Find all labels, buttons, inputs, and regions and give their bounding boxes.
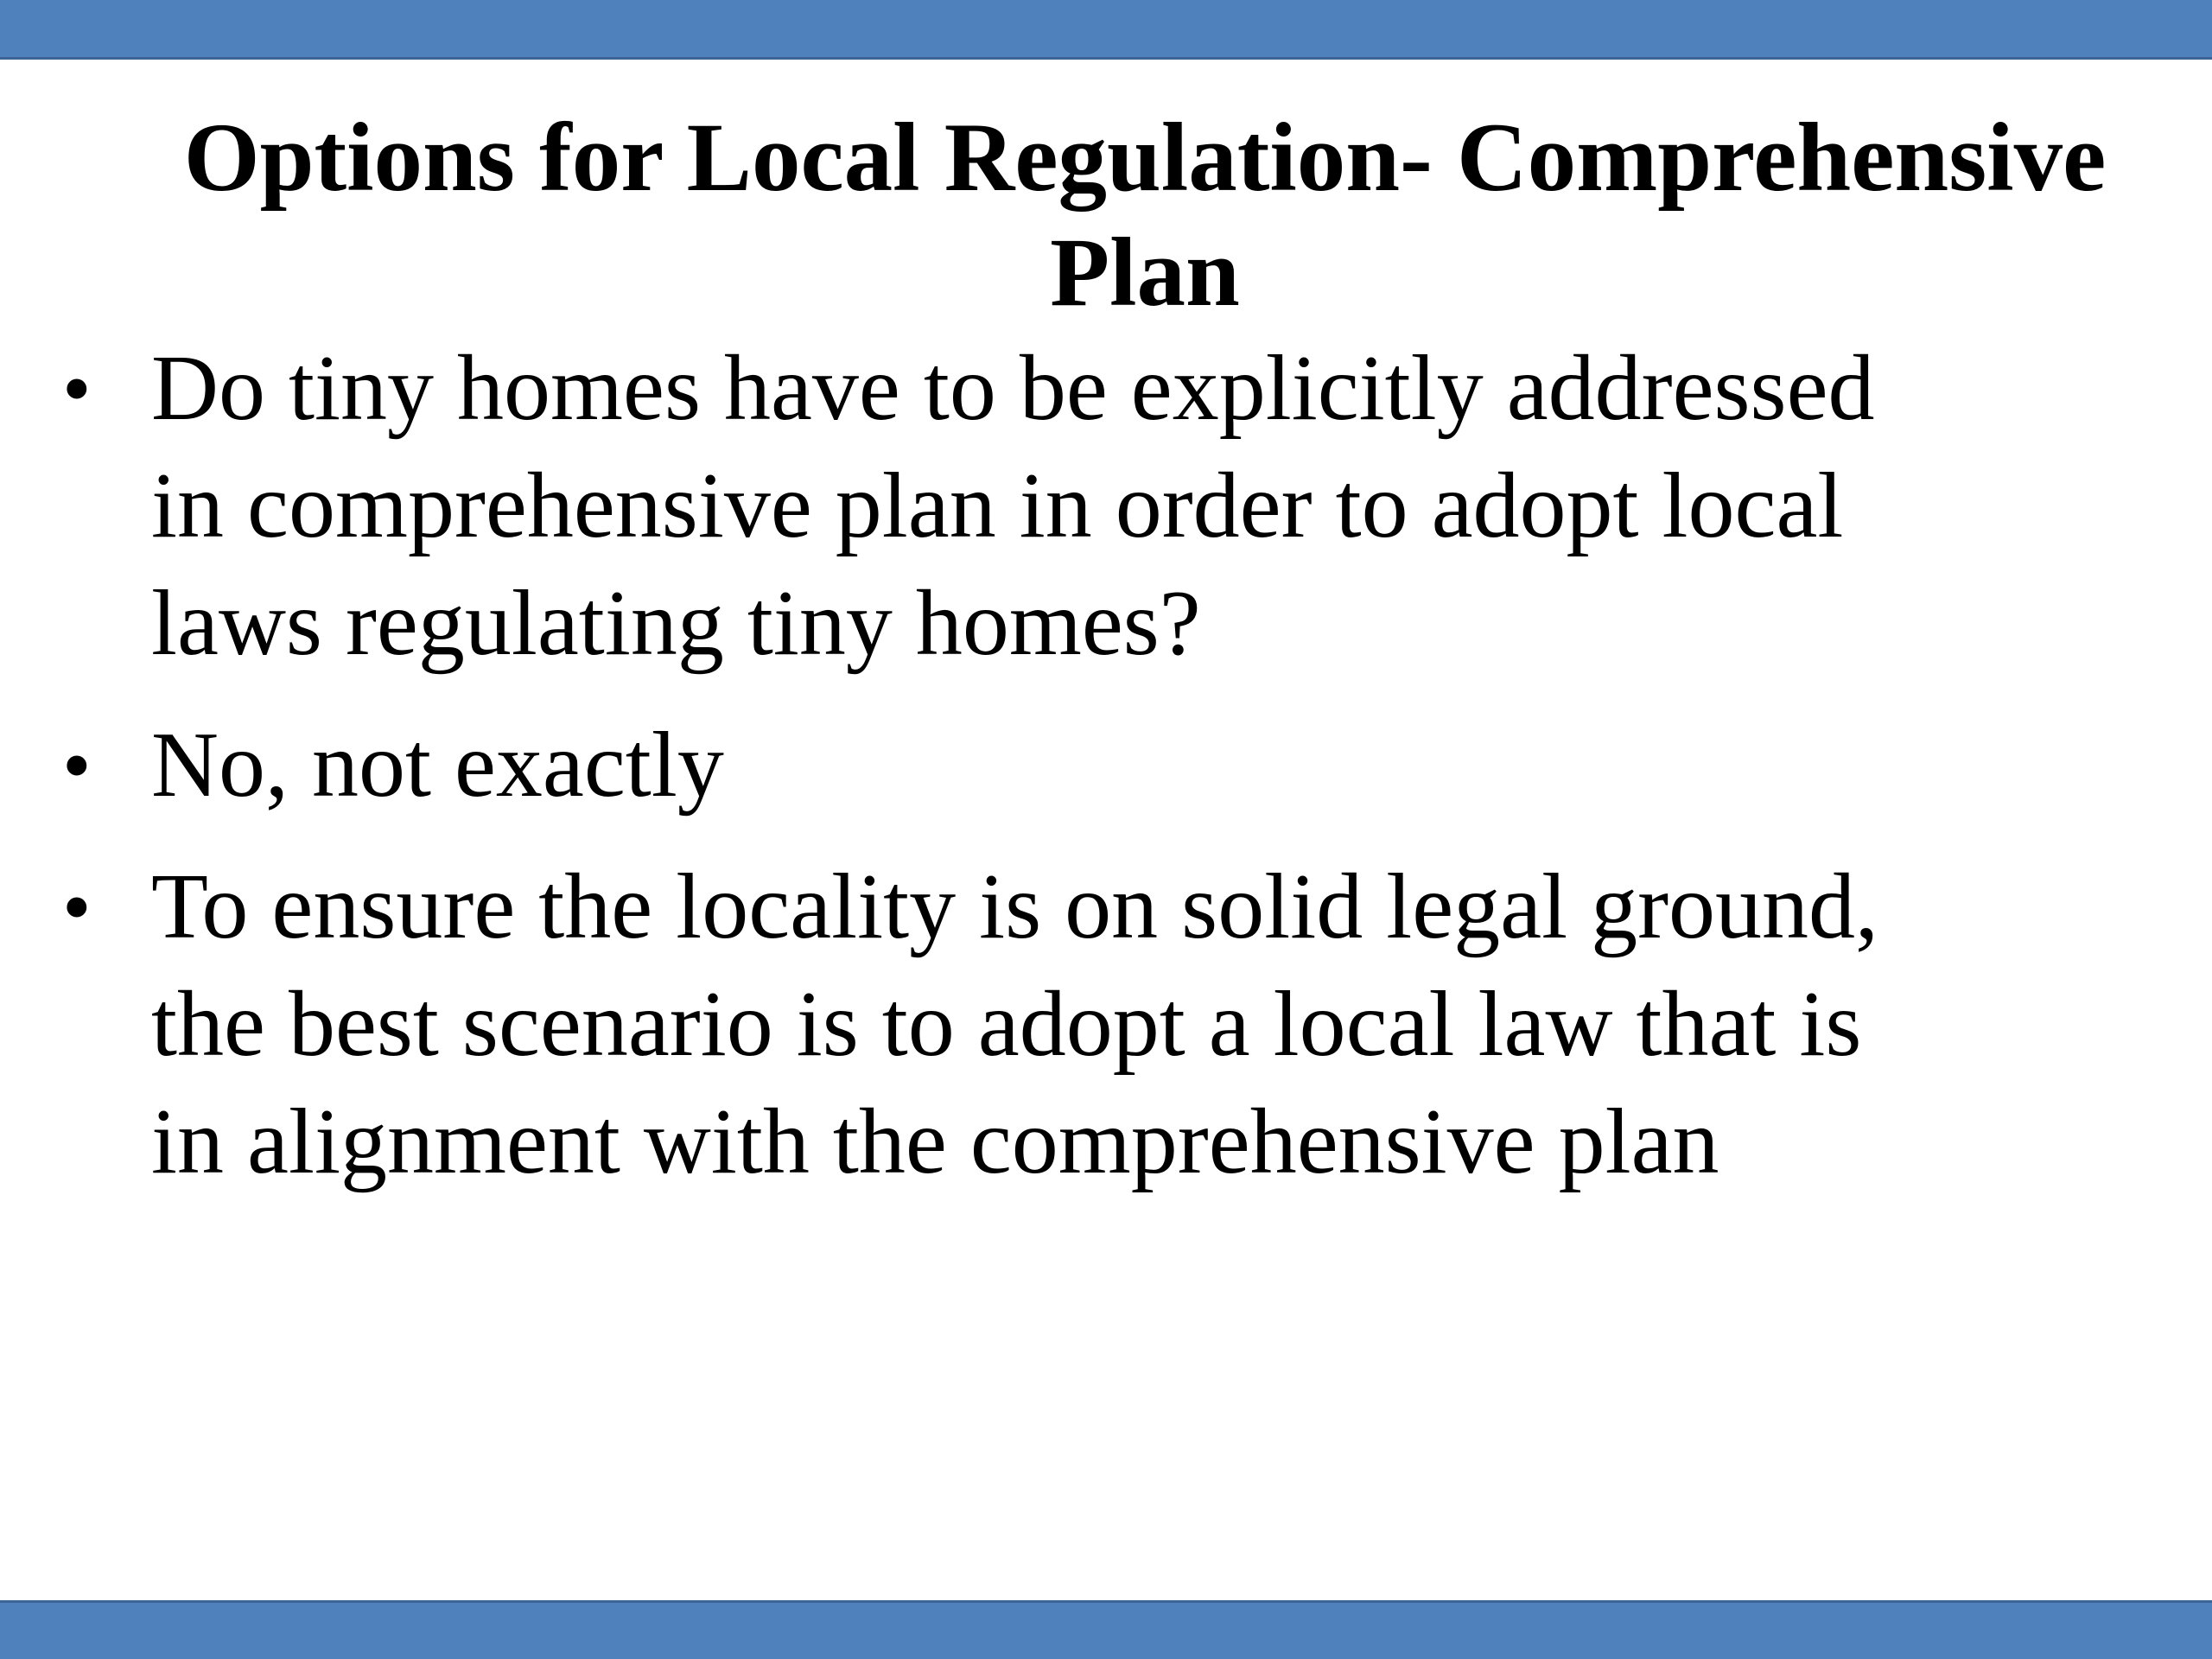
bullet-line: in comprehensive plan in order to adopt local: [151, 454, 1844, 557]
bullet-text: [151, 330, 1875, 683]
bullet-line: the best scenario is to adopt a local law that is: [151, 973, 1862, 1076]
slide-title-line-2: Plan: [1050, 219, 1240, 327]
bullet-line: laws regulating tiny homes?: [151, 572, 1201, 675]
bottom-accent-band: [0, 1600, 2212, 1659]
bullet-line: Do tiny homes have to be explicitly addressed: [151, 337, 1875, 440]
bullet-dot-icon: •: [62, 719, 92, 811]
bullet-line: in alignment with the comprehensive plan: [151, 1090, 1719, 1193]
slide-title-line-1: Options for Local Regulation- Comprehensive: [183, 104, 2107, 212]
bullet-text: [151, 707, 724, 824]
bullet-line: No, not exactly: [151, 714, 724, 817]
bullet-line: To ensure the locality is on solid legal ground,: [151, 855, 1879, 958]
bullet-dot-icon: •: [62, 861, 92, 953]
bullet-text: [151, 849, 1878, 1201]
bullet-dot-icon: •: [62, 342, 92, 435]
